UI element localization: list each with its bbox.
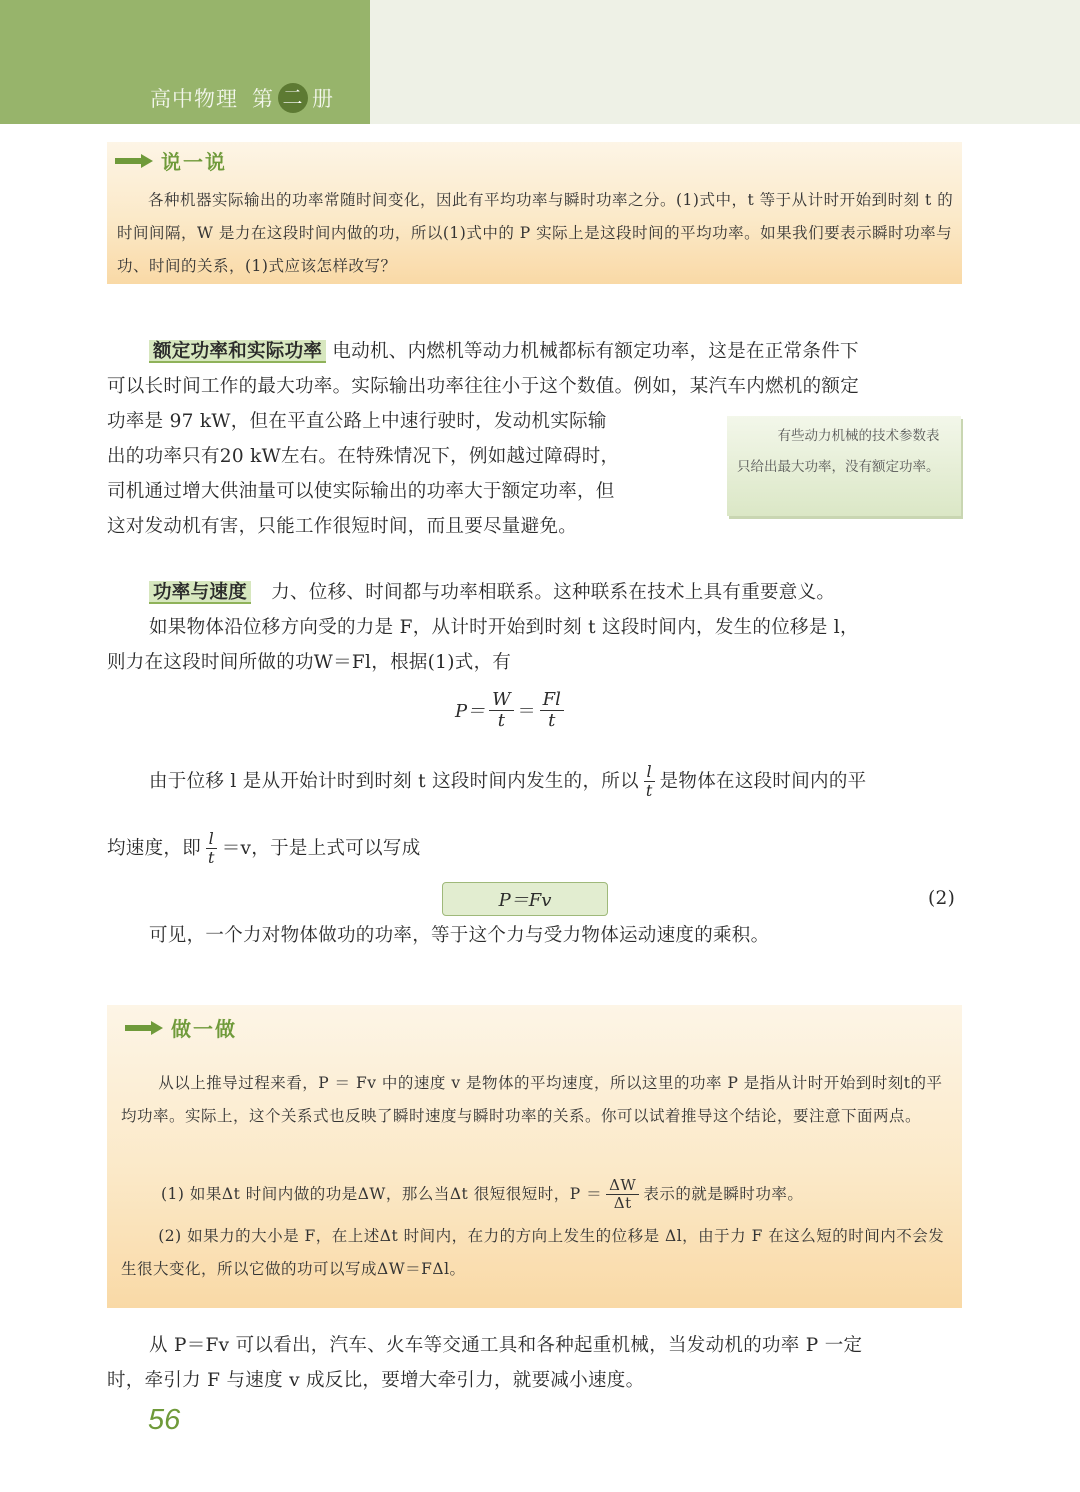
formula1-fraction-2: [540, 690, 564, 731]
velocity-frac-a-den: t: [645, 780, 653, 800]
velocity-line-b: [107, 830, 421, 866]
activity-paragraph: 从以上推导过程来看，P ＝ Fv 中的速度 v 是物体的平均速度，所以这里的功率 P 是指从计时开始到时刻t的平均功率。实际上，这个关系式也反映了瞬时速度与瞬时功率的关系。你可以试着推导这个结论，要注意下面两点。: [121, 1074, 943, 1125]
power-speed-keyword: 功率与速度: [149, 581, 251, 604]
velocity-fraction-b: [205, 830, 218, 866]
page-number: 56: [148, 1404, 181, 1436]
velocity-fraction-a: [643, 763, 656, 799]
side-note: [727, 416, 961, 516]
activity-box-title: 做一做: [171, 1019, 237, 1041]
formula-p-fv: P＝Fv: [498, 890, 552, 911]
formula-tag: (2): [928, 888, 956, 909]
power-speed-section: [107, 574, 967, 680]
closing-section: [107, 1328, 967, 1398]
activity-item-1-pre: (1) 如果Δt 时间内做的功是ΔW，那么当Δt 很短很短时，P ＝: [161, 1184, 603, 1203]
arrow-icon: [125, 1021, 163, 1035]
closing-line-1: 从 P＝Fv 可以看出，汽车、火车等交通工具和各种起重机械，当发动机的功率 P 一定: [149, 1335, 863, 1356]
formula1-frac2-den: t: [548, 709, 556, 731]
activity-box: [107, 1005, 962, 1308]
velocity-frac-a-num: l: [644, 763, 655, 782]
formula1-frac1-num: W: [489, 690, 514, 711]
activity-frac-num: ΔW: [606, 1177, 639, 1195]
discuss-box: [107, 142, 962, 284]
book-title: [150, 82, 334, 114]
volume-prefix: 第: [252, 88, 274, 111]
discuss-box-text: 各种机器实际输出的功率常随时间变化，因此有平均功率与瞬时功率之分。(1)式中，t 等于从计时开始到时刻 t 的时间间隔，W 是力在这段时间内做的功，所以(1)式中的 P 实际上是这段时间的平均功率。如果我们要表示瞬时功率与功、时间的关系，(1)式应该怎样改写？: [117, 191, 954, 275]
rated-line-2: 可以长时间工作的最大功率。实际输出功率往往小于这个数值。例如，某汽车内燃机的额定: [107, 376, 860, 397]
activity-box-heading: [125, 1013, 237, 1042]
conclusion-line: 可见，一个力对物体做功的功率，等于这个力与受力物体运动速度的乘积。: [149, 925, 770, 946]
power-speed-line-1: 力、位移、时间都与功率相联系。这种联系在技术上具有重要意义。: [271, 582, 836, 603]
formula1-fraction-1: [489, 690, 514, 731]
power-speed-line-3: 则力在这段时间所做的功W＝Fl，根据(1)式，有: [107, 652, 512, 673]
closing-line-2: 时，牵引力 F 与速度 v 成反比，要增大牵引力，就要减小速度。: [107, 1370, 645, 1391]
activity-item-2: (2) 如果力的大小是 F，在上述Δt 时间内，在力的方向上发生的位移是 Δl，由于力 F 在这么短的时间内不会发生很大变化，所以它做的功可以写成ΔW＝FΔl。: [121, 1227, 945, 1278]
volume-number-badge: 二: [278, 83, 308, 113]
formula1-lhs: P＝: [455, 701, 486, 723]
rated-line-1: 电动机、内燃机等动力机械都标有额定功率，这是在正常条件下: [332, 341, 859, 362]
power-speed-line-2: 如果物体沿位移方向受的力是 F，从计时开始到时刻 t 这段时间内，发生的位移是 l，: [149, 617, 859, 638]
side-note-text: 有些动力机械的技术参数表只给出最大功率，没有额定功率。: [737, 428, 940, 474]
rated-line-6: 这对发动机有害，只能工作很短时间，而且要尽量避免。: [107, 516, 578, 537]
rated-line-3: 功率是 97 kW，但在平直公路上中速行驶时，发动机实际输: [107, 411, 607, 432]
velocity-line-b-pre: 均速度，即: [107, 837, 202, 859]
header-band-light: [370, 0, 1080, 124]
velocity-line-a: [149, 763, 969, 799]
volume-suffix: 册: [312, 88, 334, 111]
rated-line-5: 司机通过增大供油量可以使实际输出的功率大于额定功率，但: [107, 481, 615, 502]
formula-power-work: [455, 690, 568, 731]
arrow-icon: [115, 154, 153, 168]
activity-item-1-fraction: [606, 1177, 639, 1211]
discuss-box-title: 说一说: [161, 152, 227, 174]
formula1-equals: ＝: [517, 701, 536, 723]
activity-frac-den: Δt: [613, 1193, 632, 1212]
discuss-box-heading: [115, 146, 227, 175]
activity-item-1-post: 表示的就是瞬时功率。: [643, 1184, 804, 1203]
velocity-frac-b-den: t: [208, 847, 215, 867]
activity-item-1: [161, 1177, 961, 1211]
velocity-frac-b-num: l: [206, 830, 217, 849]
book-name: 高中物理: [150, 88, 238, 111]
velocity-line-a-post: 是物体在这段时间内的平: [659, 770, 867, 792]
velocity-line-a-pre: 由于位移 l 是从开始计时到时刻 t 这段时间内发生的，所以: [149, 770, 639, 792]
rated-power-keyword: 额定功率和实际功率: [149, 340, 326, 363]
formula1-frac1-den: t: [497, 709, 505, 731]
formula1-frac2-num: Fl: [540, 690, 564, 711]
formula-p-fv-box: [442, 882, 608, 916]
rated-line-4: 出的功率只有20 kW左右。在特殊情况下，例如越过障碍时，: [107, 446, 620, 467]
velocity-line-b-post: ＝v，于是上式可以写成: [221, 837, 421, 859]
